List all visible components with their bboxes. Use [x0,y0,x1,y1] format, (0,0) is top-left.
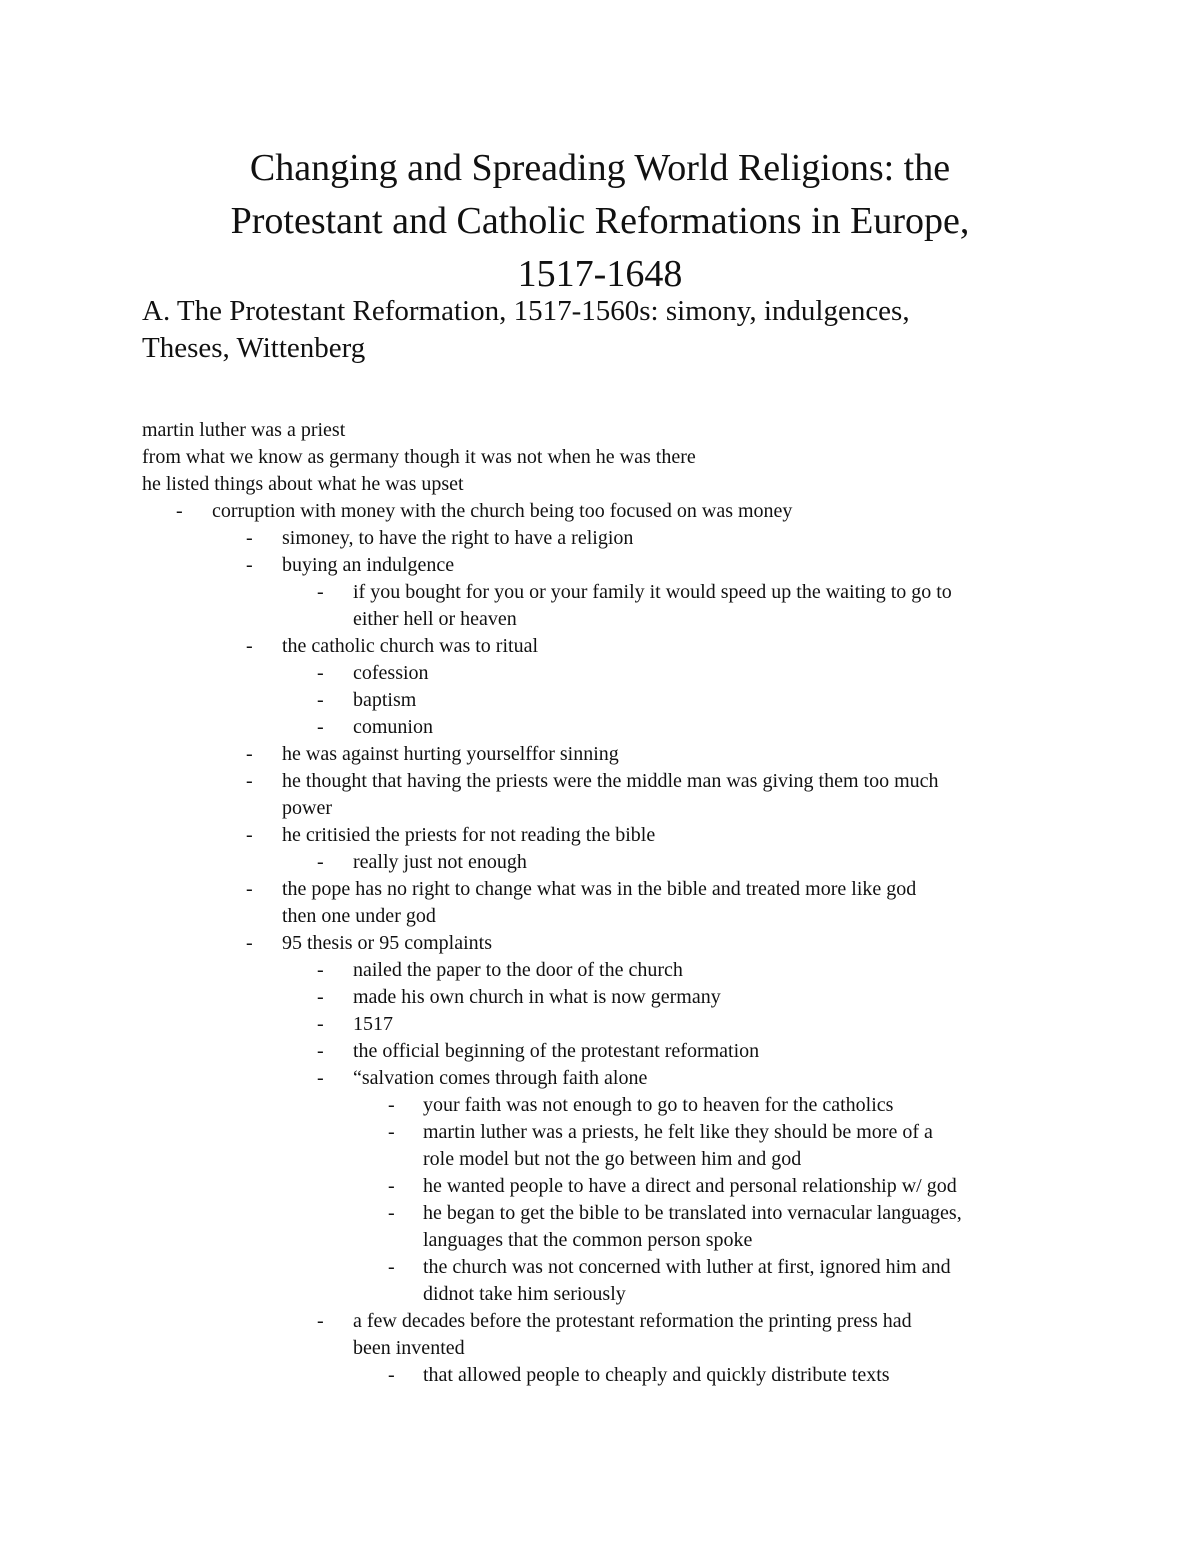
bullet-text: the official beginning of the protestant reformation [353,1040,760,1062]
bullet-text: been invented [353,1337,465,1359]
bullet-text: comunion [353,716,433,738]
bullet-dash: - [317,581,324,603]
note-line [0,444,1200,471]
bullet-continuation [0,795,1200,822]
bullet-dash: - [317,662,324,684]
bullet-item [0,1011,1200,1038]
bullet-text: that allowed people to cheaply and quickly distribute texts [423,1364,890,1386]
bullet-dash: - [317,1067,324,1089]
bullet-continuation [0,1281,1200,1308]
bullet-dash: - [317,1040,324,1062]
bullet-text: cofession [353,662,429,684]
bullet-text: if you bought for you or your family it would speed up the waiting to go to [353,581,952,603]
bullet-dash: - [176,500,183,522]
bullet-item [0,984,1200,1011]
bullet-item [0,633,1200,660]
bullet-item [0,525,1200,552]
bullet-dash: - [246,743,253,765]
note-line [0,471,1200,498]
bullet-dash: - [317,986,324,1008]
section-heading [142,293,1042,367]
bullet-dash: - [246,770,253,792]
title-line: Protestant and Catholic Reformations in Europe, [230,200,970,242]
bullet-text: the catholic church was to ritual [282,635,539,657]
bullet-item [0,768,1200,795]
bullet-dash: - [246,635,253,657]
bullet-item [0,1308,1200,1335]
bullet-dash: - [317,959,324,981]
bullet-text: martin luther was a priests, he felt like they should be more of a [423,1121,933,1143]
bullet-item [0,876,1200,903]
bullet-text: a few decades before the protestant reformation the printing press had [353,1310,912,1332]
bullet-text: buying an indulgence [282,554,455,576]
bullet-item [0,1173,1200,1200]
bullet-dash: - [317,851,324,873]
bullet-dash: - [388,1175,395,1197]
bullet-text: 1517 [353,1013,393,1035]
bullet-item [0,1362,1200,1389]
bullet-text: baptism [353,689,417,711]
bullet-continuation [0,1227,1200,1254]
bullet-text: simoney, to have the right to have a religion [282,527,634,549]
bullet-item [0,1065,1200,1092]
bullet-dash: - [388,1202,395,1224]
bullet-item [0,957,1200,984]
bullet-item [0,552,1200,579]
title-line: 1517-1648 [517,253,683,295]
bullet-text: role model but not the go between him and god [423,1148,802,1170]
note-line [0,417,1200,444]
title-line: Changing and Spreading World Religions: the [249,147,951,189]
bullet-dash: - [246,554,253,576]
bullet-item [0,741,1200,768]
bullet-text: didnot take him seriously [423,1283,626,1305]
bullet-dash: - [388,1094,395,1116]
bullet-dash: - [388,1364,395,1386]
bullet-item [0,1119,1200,1146]
bullet-continuation [0,1335,1200,1362]
bullet-item [0,660,1200,687]
bullet-dash: - [246,824,253,846]
bullet-text: 95 thesis or 95 complaints [282,932,492,954]
page-title [100,142,1100,301]
bullet-continuation [0,606,1200,633]
note-text: from what we know as germany though it was not when he was there [142,446,696,468]
bullet-text: made his own church in what is now germany [353,986,721,1008]
bullet-text: really just not enough [353,851,527,873]
bullet-item [0,849,1200,876]
bullet-dash: - [317,1310,324,1332]
bullet-item [0,930,1200,957]
bullet-dash: - [246,878,253,900]
bullet-continuation [0,1146,1200,1173]
bullet-dash: - [317,689,324,711]
bullet-dash: - [246,932,253,954]
bullet-text: either hell or heaven [353,608,517,630]
bullet-text: corruption with money with the church being too focused on was money [212,500,793,522]
bullet-item [0,1254,1200,1281]
bullet-text: he began to get the bible to be translated into vernacular languages, [423,1202,962,1224]
bullet-text: he was against hurting yourselffor sinning [282,743,619,765]
bullet-dash: - [388,1121,395,1143]
bullet-text: “salvation comes through faith alone [353,1067,648,1089]
bullet-text: then one under god [282,905,436,927]
bullet-dash: - [317,1013,324,1035]
bullet-item [0,714,1200,741]
bullet-text: your faith was not enough to go to heaven for the catholics [423,1094,894,1116]
section-heading-line: Theses, Wittenberg [142,332,366,364]
bullet-item [0,1200,1200,1227]
bullet-text: power [282,797,332,819]
bullet-item [0,579,1200,606]
bullet-item [0,1038,1200,1065]
bullet-dash: - [317,716,324,738]
note-text: he listed things about what he was upset [142,473,464,495]
bullet-dash: - [388,1256,395,1278]
bullet-item [0,822,1200,849]
bullet-text: the church was not concerned with luther at first, ignored him and [423,1256,951,1278]
bullet-text: he wanted people to have a direct and personal relationship w/ god [423,1175,957,1197]
bullet-item [0,1092,1200,1119]
bullet-continuation [0,903,1200,930]
bullet-text: he critisied the priests for not reading the bible [282,824,656,846]
bullet-text: he thought that having the priests were the middle man was giving them too much [282,770,939,792]
note-text: martin luther was a priest [142,419,346,441]
bullet-text: the pope has no right to change what was in the bible and treated more like god [282,878,917,900]
bullet-text: nailed the paper to the door of the church [353,959,683,981]
bullet-text: languages that the common person spoke [423,1229,753,1251]
bullet-dash: - [246,527,253,549]
section-heading-line: A. The Protestant Reformation, 1517-1560s: simony, indulgences, [142,295,910,327]
bullet-item [0,498,1200,525]
bullet-item [0,687,1200,714]
